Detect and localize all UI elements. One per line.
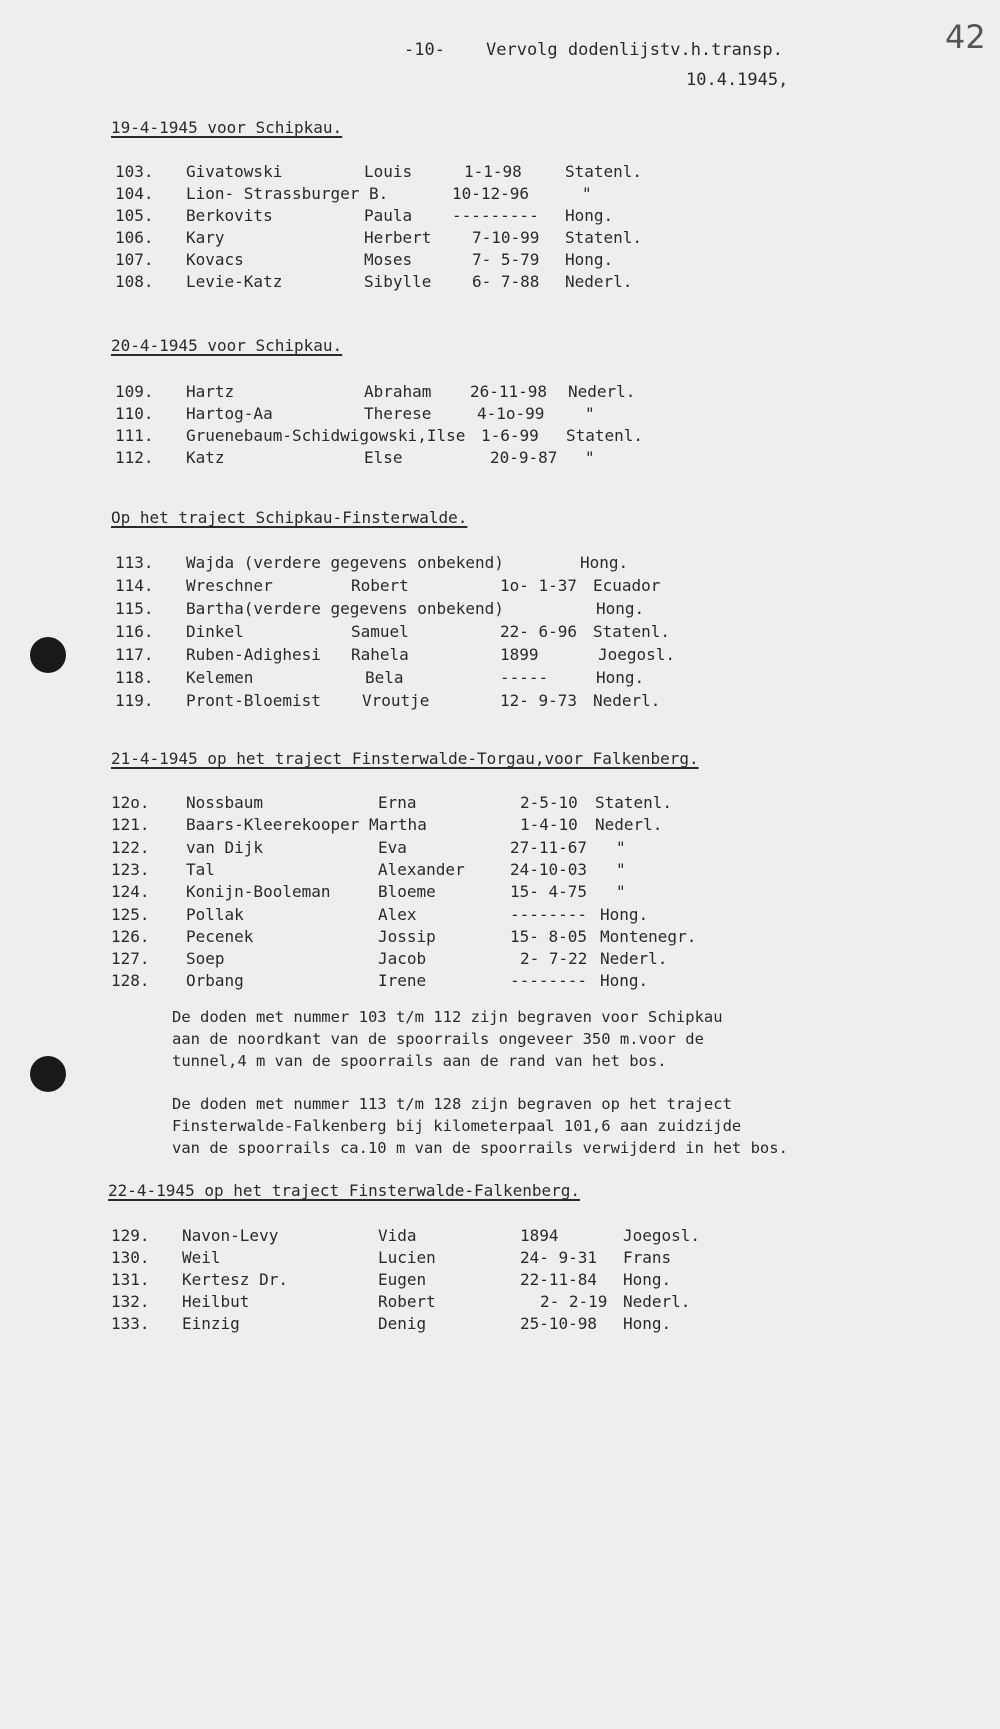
- row-surname: Givatowski: [186, 162, 283, 181]
- row-number: 130.: [111, 1248, 150, 1267]
- list-row: [0, 1292, 1000, 1314]
- row-firstname: Lucien: [378, 1248, 436, 1267]
- row-surname: Soep: [186, 949, 225, 968]
- row-firstname: Bloeme: [378, 882, 436, 901]
- row-country: Hong.: [623, 1314, 672, 1333]
- row-firstname: Paula: [364, 206, 413, 225]
- note-line: De doden met nummer 113 t/m 128 zijn begraven op het traject: [172, 1095, 732, 1113]
- list-row: [0, 599, 1000, 621]
- row-firstname: Robert: [351, 576, 409, 595]
- row-number: 122.: [111, 838, 150, 857]
- row-surname: Kertesz Dr.: [182, 1270, 288, 1289]
- row-firstname: Jacob: [378, 949, 427, 968]
- row-number: 126.: [111, 927, 150, 946]
- row-country: Statenl.: [595, 793, 673, 812]
- list-row: [0, 404, 1000, 426]
- row-firstname: Erna: [378, 793, 417, 812]
- row-birthdate: 27-11-67: [510, 838, 588, 857]
- row-birthdate: 2- 2-19: [540, 1292, 608, 1311]
- row-birthdate: 22- 6-96: [500, 622, 578, 641]
- row-surname: Weil: [182, 1248, 221, 1267]
- row-surname: Konijn-Booleman: [186, 882, 331, 901]
- list-row: [0, 645, 1000, 667]
- row-number: 121.: [111, 815, 150, 834]
- row-country: Joegosl.: [598, 645, 676, 664]
- list-row: [0, 882, 1000, 904]
- row-birthdate: 20-9-87: [490, 448, 558, 467]
- list-row: [0, 927, 1000, 949]
- row-country: ": [582, 184, 592, 203]
- row-country: Hong.: [600, 905, 649, 924]
- row-firstname: Rahela: [351, 645, 409, 664]
- list-row: [0, 1248, 1000, 1270]
- row-birthdate: 1894: [520, 1226, 559, 1245]
- row-birthdate: 7- 5-79: [472, 250, 540, 269]
- row-number: 128.: [111, 971, 150, 990]
- row-birthdate: 15- 4-75: [510, 882, 588, 901]
- list-row: [0, 228, 1000, 250]
- row-country: Hong.: [623, 1270, 672, 1289]
- row-number: 108.: [115, 272, 154, 291]
- list-row: [0, 860, 1000, 882]
- row-firstname: Abraham: [364, 382, 432, 401]
- row-surname: Tal: [186, 860, 215, 879]
- row-surname: Lion- Strassburger B.: [186, 184, 389, 203]
- row-surname: Ruben-Adighesi: [186, 645, 321, 664]
- row-birthdate: 25-10-98: [520, 1314, 598, 1333]
- row-birthdate: 26-11-98: [470, 382, 548, 401]
- row-number: 112.: [115, 448, 154, 467]
- row-number: 111.: [115, 426, 154, 445]
- list-row: [0, 184, 1000, 206]
- row-firstname: Eugen: [378, 1270, 427, 1289]
- row-surname: Gruenebaum-Schidwigowski,Ilse: [186, 426, 466, 445]
- page-number: 42: [945, 18, 986, 56]
- row-surname: Kary: [186, 228, 225, 247]
- row-number: 106.: [115, 228, 154, 247]
- document-title: Vervolg dodenlijstv.h.transp.: [486, 40, 783, 60]
- row-birthdate: ---------: [452, 206, 539, 225]
- row-number: 12o.: [111, 793, 150, 812]
- document-date: 10.4.1945,: [686, 70, 789, 90]
- row-country: Frans: [623, 1248, 672, 1267]
- note-line: De doden met nummer 103 t/m 112 zijn begraven voor Schipkau: [172, 1008, 723, 1026]
- row-surname: Bartha(verdere gegevens onbekend): [186, 599, 504, 618]
- row-firstname: Robert: [378, 1292, 436, 1311]
- list-row: [0, 838, 1000, 860]
- row-birthdate: 24- 9-31: [520, 1248, 598, 1267]
- row-country: Ecuador: [593, 576, 661, 595]
- list-row: [0, 250, 1000, 272]
- row-surname: Katz: [186, 448, 225, 467]
- row-firstname: Else: [364, 448, 403, 467]
- row-surname: Pollak: [186, 905, 244, 924]
- row-country: ": [616, 860, 626, 879]
- note-line: aan de noordkant van de spoorrails ongeveer 350 m.voor de: [172, 1030, 704, 1048]
- row-surname: Pront-Bloemist: [186, 691, 321, 710]
- row-number: 114.: [115, 576, 154, 595]
- row-firstname: Jossip: [378, 927, 436, 946]
- row-country: Nederl.: [568, 382, 636, 401]
- list-row: [0, 426, 1000, 448]
- row-surname: Baars-Kleerekooper Martha: [186, 815, 427, 834]
- row-firstname: Alex: [378, 905, 417, 924]
- row-country: Nederl.: [593, 691, 661, 710]
- row-country: ": [585, 404, 595, 423]
- row-number: 125.: [111, 905, 150, 924]
- row-number: 133.: [111, 1314, 150, 1333]
- row-number: 105.: [115, 206, 154, 225]
- row-country: Statenl.: [565, 162, 643, 181]
- row-birthdate: 15- 8-05: [510, 927, 588, 946]
- row-number: 129.: [111, 1226, 150, 1245]
- row-country: Nederl.: [623, 1292, 691, 1311]
- row-number: 132.: [111, 1292, 150, 1311]
- row-country: Hong.: [596, 599, 645, 618]
- row-number: 127.: [111, 949, 150, 968]
- row-surname: Nossbaum: [186, 793, 264, 812]
- row-surname: Hartog-Aa: [186, 404, 273, 423]
- row-firstname: Louis: [364, 162, 413, 181]
- row-firstname: Alexander: [378, 860, 465, 879]
- row-birthdate: 2-5-10: [520, 793, 578, 812]
- row-birthdate: 1-4-10: [520, 815, 578, 834]
- row-country: Nederl.: [595, 815, 663, 834]
- list-row: [0, 272, 1000, 294]
- row-surname: Heilbut: [182, 1292, 250, 1311]
- row-surname: Dinkel: [186, 622, 244, 641]
- row-number: 115.: [115, 599, 154, 618]
- section-heading: 22-4-1945 op het traject Finsterwalde-Falkenberg.: [108, 1181, 581, 1200]
- row-firstname: Herbert: [364, 228, 432, 247]
- row-country: Hong.: [600, 971, 649, 990]
- row-birthdate: --------: [510, 905, 588, 924]
- note-line: tunnel,4 m van de spoorrails aan de rand van het bos.: [172, 1052, 667, 1070]
- list-row: [0, 1314, 1000, 1336]
- list-row: [0, 206, 1000, 228]
- row-firstname: Vida: [378, 1226, 417, 1245]
- section-heading: 19-4-1945 voor Schipkau.: [111, 118, 343, 137]
- row-country: Statenl.: [566, 426, 644, 445]
- row-birthdate: 1-1-98: [464, 162, 522, 181]
- row-number: 104.: [115, 184, 154, 203]
- row-birthdate: 1o- 1-37: [500, 576, 578, 595]
- row-country: ": [616, 882, 626, 901]
- row-birthdate: 24-10-03: [510, 860, 588, 879]
- row-number: 123.: [111, 860, 150, 879]
- row-firstname: Bela: [365, 668, 404, 687]
- row-country: Joegosl.: [623, 1226, 701, 1245]
- row-number: 116.: [115, 622, 154, 641]
- row-surname: Navon-Levy: [182, 1226, 279, 1245]
- row-number: 107.: [115, 250, 154, 269]
- list-row: [0, 162, 1000, 184]
- row-birthdate: 12- 9-73: [500, 691, 578, 710]
- row-number: 103.: [115, 162, 154, 181]
- row-country: Hong.: [596, 668, 645, 687]
- section-heading: Op het traject Schipkau-Finsterwalde.: [111, 508, 468, 527]
- row-country: Statenl.: [593, 622, 671, 641]
- row-firstname: Denig: [378, 1314, 427, 1333]
- list-row: [0, 1270, 1000, 1292]
- note-line: Finsterwalde-Falkenberg bij kilometerpaal 101,6 aan zuidzijde: [172, 1117, 742, 1135]
- row-firstname: Moses: [364, 250, 413, 269]
- row-country: ": [585, 448, 595, 467]
- section-heading: 21-4-1945 op het traject Finsterwalde-Torgau,voor Falkenberg.: [111, 749, 699, 768]
- list-row: [0, 691, 1000, 713]
- row-country: Hong.: [565, 250, 614, 269]
- row-birthdate: 4-1o-99: [477, 404, 545, 423]
- row-birthdate: -----: [500, 668, 549, 687]
- row-firstname: Eva: [378, 838, 407, 857]
- row-number: 124.: [111, 882, 150, 901]
- row-number: 118.: [115, 668, 154, 687]
- row-birthdate: --------: [510, 971, 588, 990]
- row-surname: Einzig: [182, 1314, 240, 1333]
- row-surname: Kovacs: [186, 250, 244, 269]
- list-row: [0, 553, 1000, 575]
- row-surname: Pecenek: [186, 927, 254, 946]
- list-row: [0, 815, 1000, 837]
- row-country: Montenegr.: [600, 927, 697, 946]
- list-row: [0, 1226, 1000, 1248]
- list-row: [0, 382, 1000, 404]
- list-row: [0, 971, 1000, 993]
- list-row: [0, 949, 1000, 971]
- row-country: Hong.: [580, 553, 629, 572]
- row-surname: Levie-Katz: [186, 272, 283, 291]
- row-birthdate: 10-12-96: [452, 184, 530, 203]
- row-firstname: Irene: [378, 971, 427, 990]
- row-country: Nederl.: [565, 272, 633, 291]
- row-firstname: Sibylle: [364, 272, 432, 291]
- row-firstname: Vroutje: [362, 691, 430, 710]
- row-number: 109.: [115, 382, 154, 401]
- row-number: 110.: [115, 404, 154, 423]
- row-country: ": [616, 838, 626, 857]
- row-country: Hong.: [565, 206, 614, 225]
- row-firstname: Samuel: [351, 622, 409, 641]
- section-heading: 20-4-1945 voor Schipkau.: [111, 336, 343, 355]
- row-birthdate: 7-10-99: [472, 228, 540, 247]
- row-birthdate: 1-6-99: [481, 426, 539, 445]
- list-row: [0, 576, 1000, 598]
- row-number: 131.: [111, 1270, 150, 1289]
- row-birthdate: 6- 7-88: [472, 272, 540, 291]
- row-surname: Orbang: [186, 971, 244, 990]
- list-row: [0, 793, 1000, 815]
- row-surname: Wreschner: [186, 576, 273, 595]
- list-row: [0, 905, 1000, 927]
- row-surname: Wajda (verdere gegevens onbekend): [186, 553, 504, 572]
- list-row: [0, 448, 1000, 470]
- row-firstname: Therese: [364, 404, 432, 423]
- page-label: -10-: [404, 40, 445, 60]
- list-row: [0, 622, 1000, 644]
- row-number: 117.: [115, 645, 154, 664]
- row-country: Statenl.: [565, 228, 643, 247]
- punch-hole-bottom: [30, 1056, 66, 1092]
- row-birthdate: 1899: [500, 645, 539, 664]
- list-row: [0, 668, 1000, 690]
- row-country: Nederl.: [600, 949, 668, 968]
- row-number: 119.: [115, 691, 154, 710]
- note-line: van de spoorrails ca.10 m van de spoorrails verwijderd in het bos.: [172, 1139, 788, 1157]
- row-surname: Hartz: [186, 382, 235, 401]
- row-surname: van Dijk: [186, 838, 264, 857]
- row-surname: Kelemen: [186, 668, 254, 687]
- row-surname: Berkovits: [186, 206, 273, 225]
- row-birthdate: 22-11-84: [520, 1270, 598, 1289]
- row-number: 113.: [115, 553, 154, 572]
- row-birthdate: 2- 7-22: [520, 949, 588, 968]
